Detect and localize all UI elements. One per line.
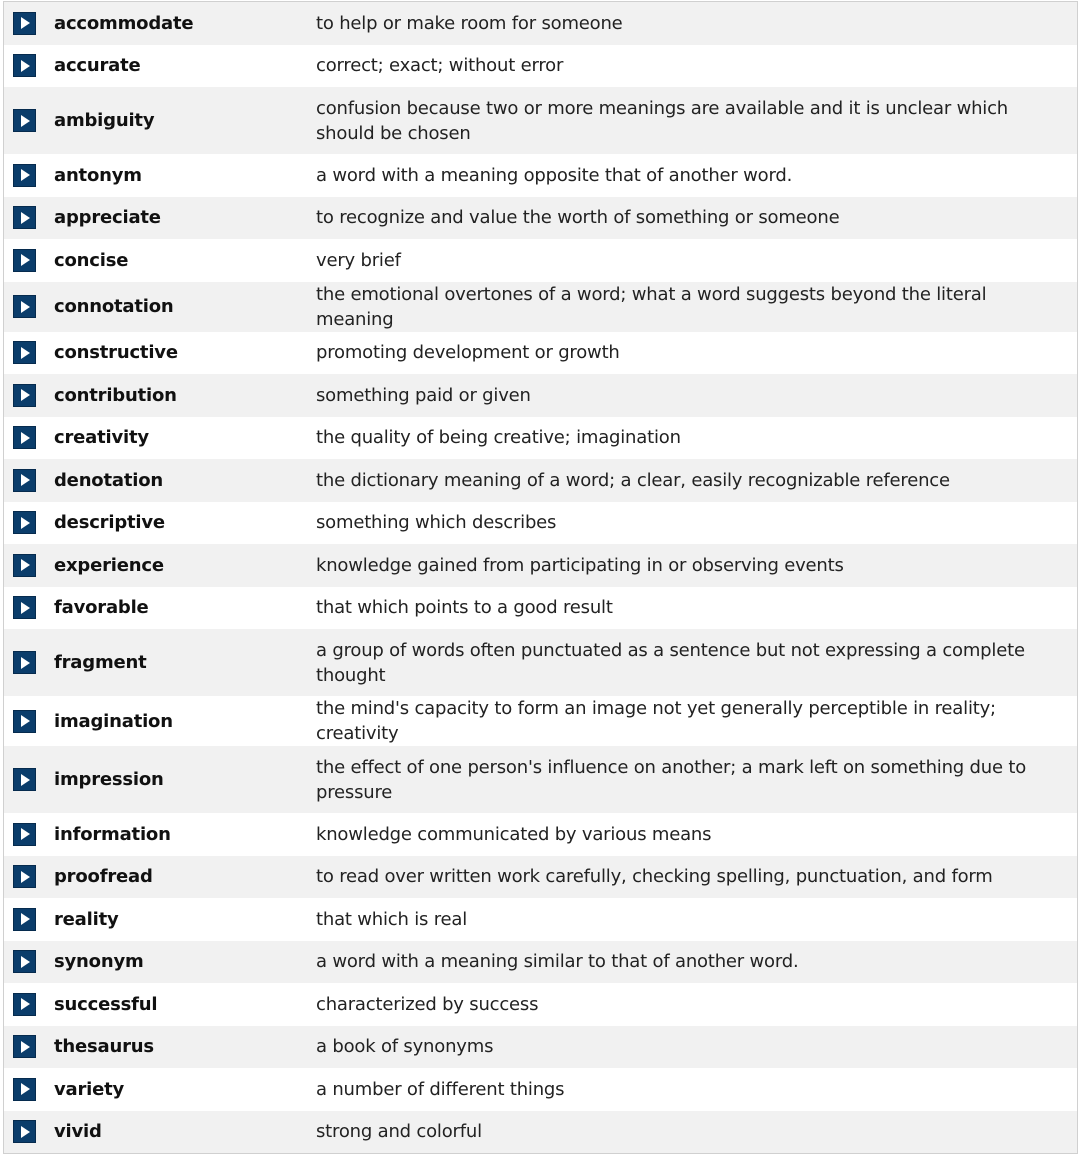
play-icon bbox=[21, 602, 30, 614]
play-icon bbox=[21, 956, 30, 968]
vocab-definition: to read over written work carefully, checking spelling, punctuation, and form bbox=[316, 866, 993, 888]
play-icon bbox=[21, 212, 30, 224]
play-audio-button[interactable] bbox=[13, 768, 36, 791]
play-audio-button[interactable] bbox=[13, 164, 36, 187]
table-row bbox=[4, 239, 1077, 282]
vocab-term: constructive bbox=[54, 342, 178, 364]
play-icon bbox=[21, 432, 30, 444]
vocab-definition: a word with a meaning similar to that of another word. bbox=[316, 951, 799, 973]
table-row bbox=[4, 941, 1077, 984]
play-audio-button[interactable] bbox=[13, 865, 36, 888]
play-icon bbox=[21, 517, 30, 529]
vocab-definition: correct; exact; without error bbox=[316, 55, 564, 77]
play-audio-button[interactable] bbox=[13, 511, 36, 534]
play-icon bbox=[21, 169, 30, 181]
table-row bbox=[4, 983, 1077, 1026]
play-icon bbox=[21, 828, 30, 840]
play-audio-button[interactable] bbox=[13, 554, 36, 577]
vocab-term: variety bbox=[54, 1078, 125, 1100]
table-row bbox=[4, 2, 1077, 45]
play-audio-button[interactable] bbox=[13, 710, 36, 733]
play-audio-button[interactable] bbox=[13, 54, 36, 77]
play-icon bbox=[21, 774, 30, 786]
vocab-term: successful bbox=[54, 993, 158, 1015]
vocab-definition: to recognize and value the worth of something or someone bbox=[316, 207, 840, 229]
table-row bbox=[4, 856, 1077, 899]
vocab-term: connotation bbox=[54, 296, 174, 317]
play-audio-button[interactable] bbox=[13, 1035, 36, 1058]
table-row bbox=[4, 1068, 1077, 1111]
play-audio-button[interactable] bbox=[13, 908, 36, 931]
table-row bbox=[4, 45, 1077, 88]
vocab-definition: promoting development or growth bbox=[316, 342, 620, 364]
play-icon bbox=[21, 1126, 30, 1138]
vocab-term: information bbox=[54, 823, 171, 845]
play-icon bbox=[21, 913, 30, 925]
table-row bbox=[4, 459, 1077, 502]
vocab-term: creativity bbox=[54, 427, 149, 449]
table-row bbox=[4, 813, 1077, 856]
play-icon bbox=[21, 715, 30, 727]
vocab-term: accommodate bbox=[54, 12, 194, 34]
play-audio-button[interactable] bbox=[13, 1120, 36, 1143]
vocab-term: fragment bbox=[54, 652, 147, 673]
play-audio-button[interactable] bbox=[13, 469, 36, 492]
play-icon bbox=[21, 115, 30, 127]
table-row bbox=[4, 417, 1077, 460]
table-row bbox=[4, 1026, 1077, 1069]
table-row bbox=[4, 197, 1077, 240]
play-icon bbox=[21, 998, 30, 1010]
vocab-term: reality bbox=[54, 908, 119, 930]
play-audio-button[interactable] bbox=[13, 384, 36, 407]
play-audio-button[interactable] bbox=[13, 651, 36, 674]
play-audio-button[interactable] bbox=[13, 341, 36, 364]
table-row bbox=[4, 87, 1077, 154]
play-icon bbox=[21, 559, 30, 571]
vocab-definition: to help or make room for someone bbox=[316, 12, 623, 34]
play-audio-button[interactable] bbox=[13, 249, 36, 272]
vocab-term: accurate bbox=[54, 55, 141, 77]
table-row bbox=[4, 898, 1077, 941]
vocab-definition: very brief bbox=[316, 249, 401, 271]
table-row bbox=[4, 502, 1077, 545]
vocab-definition: a book of synonyms bbox=[316, 1036, 494, 1058]
table-row bbox=[4, 696, 1077, 746]
vocab-term: synonym bbox=[54, 951, 144, 973]
vocab-term: proofread bbox=[54, 866, 153, 888]
play-audio-button[interactable] bbox=[13, 823, 36, 846]
vocab-term: favorable bbox=[54, 597, 149, 619]
vocab-definition: knowledge communicated by various means bbox=[316, 823, 712, 845]
table-row bbox=[4, 282, 1077, 332]
vocab-term: impression bbox=[54, 769, 164, 790]
table-row bbox=[4, 746, 1077, 813]
vocab-definition: the effect of one person's influence on another; a mark left on something due to pressure bbox=[316, 756, 1027, 803]
play-icon bbox=[21, 1041, 30, 1053]
table-row bbox=[4, 374, 1077, 417]
play-audio-button[interactable] bbox=[13, 109, 36, 132]
vocab-definition: confusion because two or more meanings are available and it is unclear which should be chosen bbox=[316, 97, 1009, 144]
play-audio-button[interactable] bbox=[13, 596, 36, 619]
vocab-definition: something which describes bbox=[316, 512, 557, 534]
play-icon bbox=[21, 1083, 30, 1095]
vocab-definition: that which is real bbox=[316, 908, 468, 930]
vocab-term: contribution bbox=[54, 384, 177, 406]
play-icon bbox=[21, 347, 30, 359]
table-row bbox=[4, 587, 1077, 630]
vocab-term: concise bbox=[54, 249, 129, 271]
vocab-term: appreciate bbox=[54, 207, 161, 229]
vocab-definition: the mind's capacity to form an image not yet generally perceptible in reality; creativity bbox=[316, 698, 996, 744]
vocab-definition: strong and colorful bbox=[316, 1121, 482, 1143]
play-icon bbox=[21, 871, 30, 883]
play-audio-button[interactable] bbox=[13, 12, 36, 35]
vocabulary-table bbox=[3, 1, 1078, 1154]
table-row bbox=[4, 332, 1077, 375]
play-icon bbox=[21, 301, 30, 313]
vocab-definition: the emotional overtones of a word; what a word suggests beyond the literal meaning bbox=[316, 283, 987, 330]
play-audio-button[interactable] bbox=[13, 295, 36, 318]
play-audio-button[interactable] bbox=[13, 1078, 36, 1101]
play-icon bbox=[21, 474, 30, 486]
vocab-definition: the dictionary meaning of a word; a clear, easily recognizable reference bbox=[316, 469, 950, 491]
play-audio-button[interactable] bbox=[13, 950, 36, 973]
play-icon bbox=[21, 254, 30, 266]
vocab-definition: a number of different things bbox=[316, 1078, 565, 1100]
vocab-definition: that which points to a good result bbox=[316, 597, 613, 619]
play-icon bbox=[21, 389, 30, 401]
vocab-term: thesaurus bbox=[54, 1036, 154, 1058]
table-row bbox=[4, 154, 1077, 197]
play-audio-button[interactable] bbox=[13, 426, 36, 449]
table-row bbox=[4, 544, 1077, 587]
table-row bbox=[4, 629, 1077, 696]
play-icon bbox=[21, 17, 30, 29]
vocab-definition: characterized by success bbox=[316, 993, 539, 1015]
vocab-definition: a group of words often punctuated as a sentence but not expressing a complete thought bbox=[316, 639, 1025, 686]
vocab-definition: something paid or given bbox=[316, 384, 531, 406]
play-audio-button[interactable] bbox=[13, 993, 36, 1016]
vocab-term: vivid bbox=[54, 1121, 102, 1143]
vocab-definition: the quality of being creative; imagination bbox=[316, 427, 681, 449]
vocab-definition: knowledge gained from participating in or observing events bbox=[316, 554, 844, 576]
vocab-definition: a word with a meaning opposite that of another word. bbox=[316, 164, 793, 186]
vocab-term: imagination bbox=[54, 710, 173, 732]
vocab-term: antonym bbox=[54, 164, 142, 186]
vocab-term: denotation bbox=[54, 469, 163, 491]
vocab-term: experience bbox=[54, 554, 164, 576]
vocab-term: descriptive bbox=[54, 512, 165, 534]
vocab-term: ambiguity bbox=[54, 110, 155, 131]
play-icon bbox=[21, 60, 30, 72]
play-icon bbox=[21, 657, 30, 669]
play-audio-button[interactable] bbox=[13, 206, 36, 229]
